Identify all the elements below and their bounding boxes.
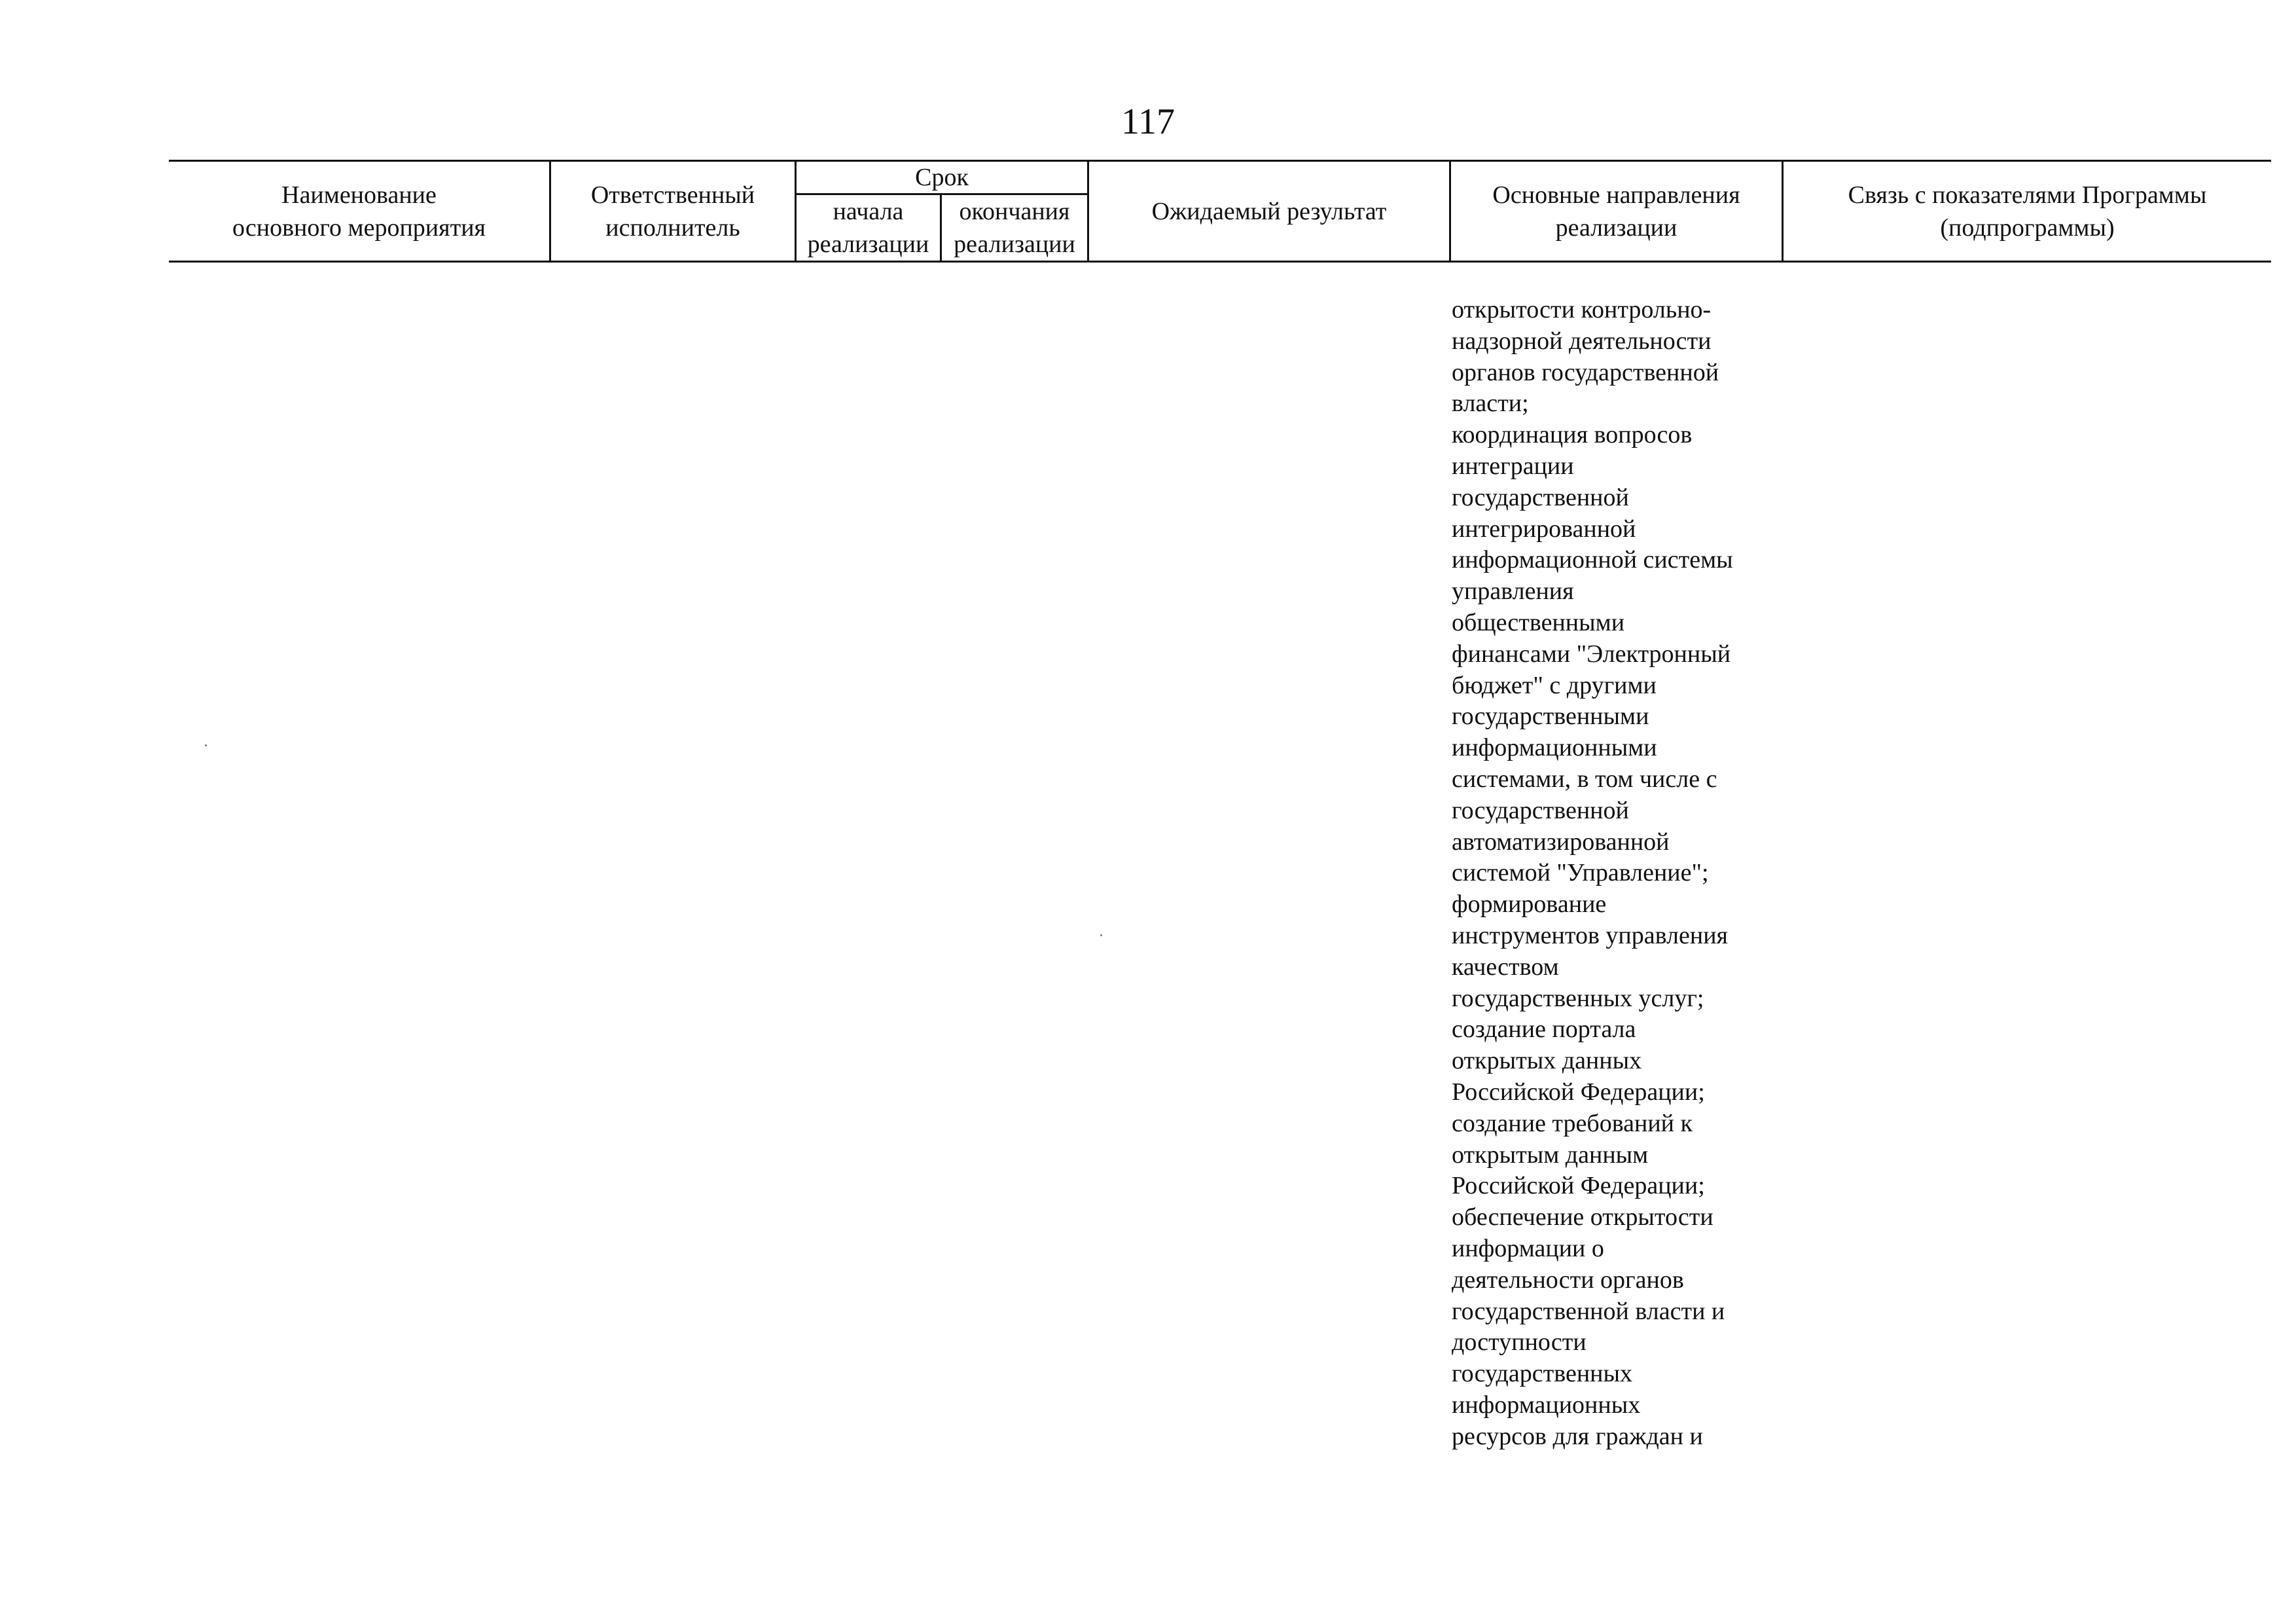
header-executor-line-1: Ответственный — [590, 181, 755, 209]
directions-text-line: автоматизированной — [1452, 828, 1670, 856]
directions-text-line: органов государственной — [1452, 358, 1719, 386]
header-name-line-1: Наименование — [281, 181, 437, 209]
directions-text-line: создание требований к — [1452, 1109, 1693, 1137]
header-link-line-1: Связь с показателями Программы — [1848, 181, 2207, 209]
header-directions-line-1: Основные направления — [1492, 181, 1740, 209]
header-executor — [551, 162, 795, 261]
header-term-start-line-2: реализации — [807, 230, 929, 258]
directions-text-line: обеспечение открытости — [1452, 1203, 1713, 1231]
directions-cell-text — [1452, 295, 1792, 1452]
page-number: 117 — [1121, 101, 1175, 142]
directions-text-line: государственной власти и — [1452, 1297, 1725, 1325]
header-directions — [1451, 162, 1782, 261]
header-bottom-rule — [169, 261, 2271, 263]
directions-text-line: открытости контрольно- — [1452, 296, 1712, 323]
scan-speck — [1100, 934, 1102, 936]
header-name-line-2: основного мероприятия — [232, 213, 486, 242]
directions-text-line: управления — [1452, 577, 1574, 606]
directions-text-line: открытым данным — [1452, 1140, 1649, 1169]
directions-text-line: системами, в том числе с — [1452, 765, 1717, 793]
header-term-end — [942, 195, 1087, 261]
directions-text-line: интеграции — [1452, 452, 1574, 480]
directions-text-line: информационных — [1452, 1391, 1641, 1419]
directions-text-line: информационными — [1452, 734, 1657, 762]
directions-text-line: координация вопросов — [1452, 421, 1693, 449]
directions-text-line: деятельности органов — [1452, 1266, 1684, 1294]
header-executor-line-2: исполнитель — [605, 213, 740, 242]
directions-text-line: ресурсов для граждан и — [1452, 1422, 1703, 1450]
header-name — [169, 162, 549, 261]
directions-text-line: государственных — [1452, 1360, 1633, 1388]
header-term-end-line-1: окончания — [959, 198, 1070, 225]
header-term — [797, 162, 1087, 193]
directions-text-line: системой "Управление"; — [1452, 859, 1709, 887]
directions-text-line: государственных услуг; — [1452, 984, 1704, 1012]
directions-text-line: бюджет" с другими — [1452, 671, 1657, 699]
header-term-start-line-1: начала — [833, 198, 904, 225]
directions-text-line: Российской Федерации; — [1452, 1172, 1705, 1200]
directions-text-line: формирование — [1452, 890, 1607, 919]
header-result — [1089, 162, 1449, 261]
directions-text-line: открытых данных — [1452, 1047, 1642, 1075]
directions-text-line: финансами "Электронный — [1452, 640, 1731, 668]
directions-text-line: власти; — [1452, 390, 1529, 418]
directions-text-line: интегрированной — [1452, 515, 1636, 543]
directions-text-line: надзорной деятельности — [1452, 327, 1712, 355]
directions-text-line: инструментов управления — [1452, 921, 1729, 949]
directions-text-line: государственными — [1452, 702, 1649, 731]
directions-text-line: Российской Федерации; — [1452, 1078, 1705, 1106]
directions-text-line: государственной — [1452, 483, 1629, 511]
directions-text-line: общественными — [1452, 608, 1625, 636]
directions-text-line: государственной — [1452, 796, 1629, 824]
directions-text-line: информационной системы — [1452, 546, 1733, 574]
header-term-start — [797, 195, 940, 261]
header-result-label: Ожидаемый результат — [1151, 197, 1387, 225]
header-directions-line-2: реализации — [1555, 213, 1677, 242]
header-link — [1784, 162, 2271, 261]
scan-speck — [205, 744, 207, 746]
directions-text-line: создание портала — [1452, 1015, 1636, 1044]
directions-text-line: доступности — [1452, 1328, 1587, 1357]
header-link-line-2: (подпрограммы) — [1940, 213, 2115, 242]
directions-text-line: информации о — [1452, 1234, 1604, 1262]
header-term-label: Срок — [915, 164, 969, 191]
header-term-end-line-2: реализации — [954, 230, 1075, 258]
directions-text-line: качеством — [1452, 953, 1559, 981]
